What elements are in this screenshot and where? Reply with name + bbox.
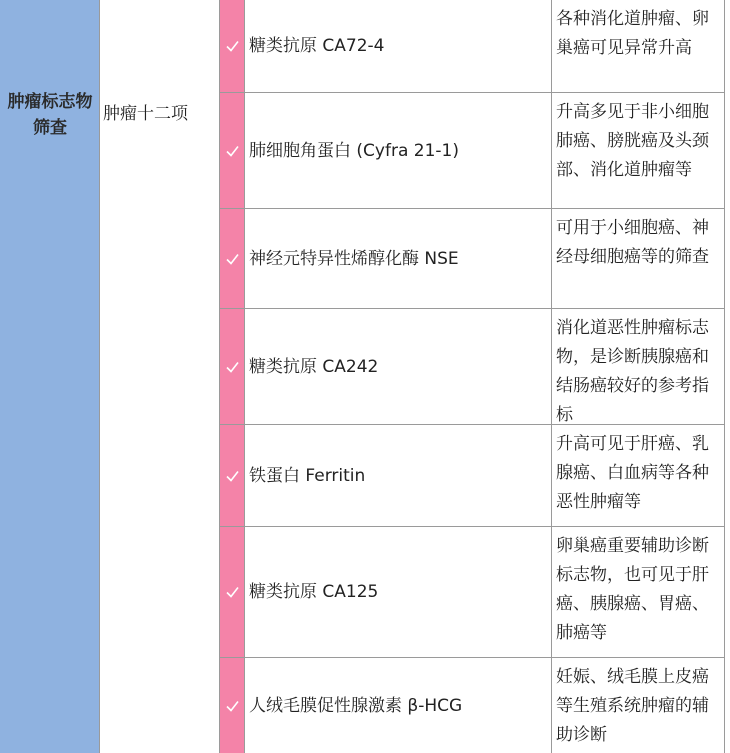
desc-cell <box>552 0 725 92</box>
check-cell <box>220 209 245 308</box>
item-cell <box>245 425 552 526</box>
desc-cell <box>552 93 725 208</box>
item-name: 神经元特异性烯醇化酶 NSE <box>249 248 459 269</box>
item-cell <box>245 309 552 424</box>
item-description: 各种消化道肿瘤、卵巢癌可见异常升高 <box>556 9 709 58</box>
table-row <box>220 309 725 425</box>
item-description: 升高多见于非小细胞肺癌、膀胱癌及头颈部、消化道肿瘤等 <box>556 102 709 180</box>
desc-cell <box>552 425 725 526</box>
item-cell <box>245 658 552 753</box>
item-cell <box>245 93 552 208</box>
category-label: 肿瘤标志物筛查 <box>7 92 93 138</box>
table-row <box>220 93 725 209</box>
subgroup-label: 肿瘤十二项 <box>103 104 188 124</box>
check-cell <box>220 658 245 753</box>
table-row <box>220 425 725 527</box>
desc-cell <box>552 527 725 657</box>
item-name: 糖类抗原 CA125 <box>249 582 379 602</box>
desc-cell <box>552 658 725 753</box>
check-cell <box>220 527 245 657</box>
item-description: 妊娠、绒毛膜上皮癌等生殖系统肿瘤的辅助诊断 <box>556 667 709 745</box>
check-cell <box>220 309 245 424</box>
table-row <box>220 209 725 309</box>
desc-cell <box>552 309 725 424</box>
checkmark-icon <box>225 39 240 53</box>
table-row <box>220 658 725 753</box>
check-cell <box>220 425 245 526</box>
item-description: 消化道恶性肿瘤标志物，是诊断胰腺癌和结肠癌较好的参考指标 <box>556 318 709 425</box>
item-name: 人绒毛膜促性腺激素 β-HCG <box>249 695 463 716</box>
item-cell <box>245 0 552 92</box>
item-description: 升高可见于肝癌、乳腺癌、白血病等各种恶性肿瘤等 <box>556 434 709 512</box>
category-column <box>0 0 100 753</box>
checkmark-icon <box>225 699 240 713</box>
checkmark-icon <box>225 585 240 599</box>
check-cell <box>220 93 245 208</box>
desc-cell <box>552 209 725 308</box>
item-description: 可用于小细胞癌、神经母细胞癌等的筛查 <box>556 218 709 267</box>
item-name: 肺细胞角蛋白 (Cyfra 21-1) <box>249 140 459 161</box>
subgroup-column <box>100 0 220 753</box>
item-cell <box>245 527 552 657</box>
item-cell <box>245 209 552 308</box>
table-row <box>220 0 725 93</box>
check-cell <box>220 0 245 92</box>
checkmark-icon <box>225 144 240 158</box>
checkmark-icon <box>225 360 240 374</box>
checkmark-icon <box>225 252 240 266</box>
item-name: 糖类抗原 CA72-4 <box>249 36 385 56</box>
table-row <box>220 527 725 658</box>
checkmark-icon <box>225 469 240 483</box>
item-name: 糖类抗原 CA242 <box>249 356 379 377</box>
item-description: 卵巢癌重要辅助诊断标志物，也可见于肝癌、胰腺癌、胃癌、肺癌等 <box>556 536 709 643</box>
item-name: 铁蛋白 Ferritin <box>249 465 366 486</box>
